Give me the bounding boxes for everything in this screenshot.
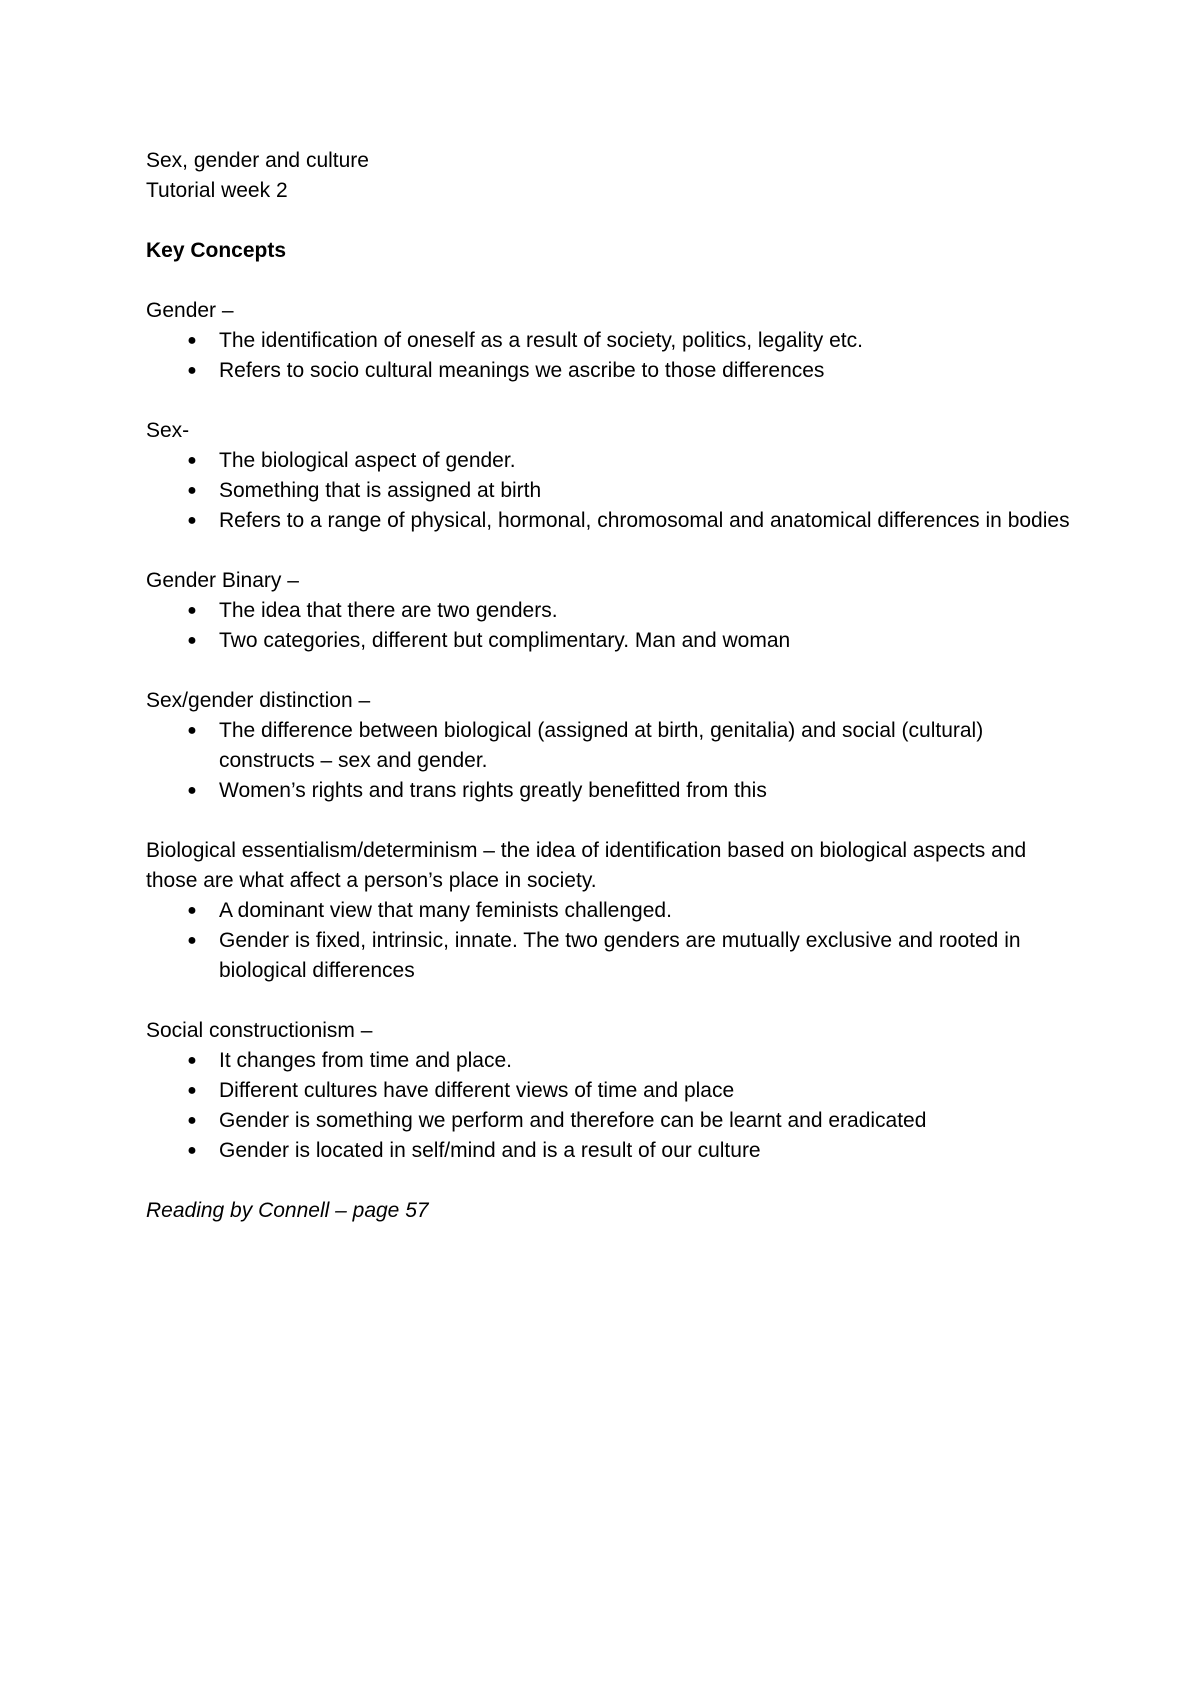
concept-sex (146, 416, 1076, 536)
concept-heading: Biological essentialism/determinism – the idea of identification based on biological aspects and those are what affect a person’s place in society. (146, 839, 1027, 892)
list-item: ● Two categories, different but complimentary. Man and woman (146, 626, 1076, 656)
spacer (146, 386, 1076, 416)
spacer (146, 986, 1076, 1016)
list-item: ● Something that is assigned at birth (146, 476, 1076, 506)
bullet-icon: ● (187, 632, 197, 649)
list-item: ● It changes from time and place. (146, 1046, 1076, 1076)
spacer (146, 1166, 1076, 1196)
spacer (146, 806, 1076, 836)
document-title: Sex, gender and culture (146, 149, 369, 172)
list-item: ● Refers to socio cultural meanings we ascribe to those differences (146, 356, 1076, 386)
list-item: ● Women’s rights and trans rights greatly benefitted from this (146, 776, 1076, 806)
bullet-icon: ● (187, 362, 197, 379)
concept-sex-gender-distinction (146, 686, 1076, 806)
concept-heading: Social constructionism – (146, 1019, 373, 1042)
bullet-icon: ● (187, 602, 197, 619)
spacer (146, 656, 1076, 686)
bullet-list (146, 446, 1076, 536)
bullet-icon: ● (187, 482, 197, 499)
spacer (146, 536, 1076, 566)
bullet-icon: ● (187, 452, 197, 469)
list-item: ● The identification of oneself as a result of society, politics, legality etc. (146, 326, 1076, 356)
bullet-icon: ● (187, 782, 197, 799)
concept-heading: Sex/gender distinction – (146, 689, 371, 712)
list-item: ● Gender is fixed, intrinsic, innate. The two genders are mutually exclusive and rooted in biological differences (146, 926, 1076, 986)
bullet-icon: ● (187, 932, 197, 949)
list-item: ● Gender is something we perform and therefore can be learnt and eradicated (146, 1106, 1076, 1136)
concept-heading: Gender Binary – (146, 569, 299, 592)
bullet-icon: ● (187, 512, 197, 529)
concept-heading: Sex- (146, 419, 190, 442)
concept-gender-binary (146, 566, 1076, 656)
bullet-list (146, 596, 1076, 656)
list-item: ● The biological aspect of gender. (146, 446, 1076, 476)
bullet-list (146, 716, 1076, 806)
list-item: ● Different cultures have different views of time and place (146, 1076, 1076, 1106)
bullet-icon: ● (187, 1082, 197, 1099)
concept-biological-essentialism (146, 836, 1076, 986)
bullet-icon: ● (187, 332, 197, 349)
list-item: ● The idea that there are two genders. (146, 596, 1076, 626)
bullet-list (146, 1046, 1076, 1166)
bullet-icon: ● (187, 722, 197, 739)
list-item: ● The difference between biological (assigned at birth, genitalia) and social (cultural) constructs – sex and gender. (146, 716, 1076, 776)
list-item: ● A dominant view that many feminists challenged. (146, 896, 1076, 926)
spacer (146, 206, 1076, 236)
bullet-icon: ● (187, 1142, 197, 1159)
list-item: ● Refers to a range of physical, hormonal, chromosomal and anatomical differences in bodies (146, 506, 1076, 536)
section-heading: Key Concepts (146, 239, 287, 262)
bullet-list (146, 896, 1076, 986)
concept-social-constructionism (146, 1016, 1076, 1166)
bullet-icon: ● (187, 1052, 197, 1069)
document-page (146, 146, 1076, 1226)
reading-note: Reading by Connell – page 57 (146, 1199, 429, 1222)
bullet-icon: ● (187, 902, 197, 919)
spacer (146, 266, 1076, 296)
bullet-icon: ● (187, 1112, 197, 1129)
concept-heading: Gender – (146, 299, 234, 322)
concept-gender (146, 296, 1076, 386)
list-item: ● Gender is located in self/mind and is a result of our culture (146, 1136, 1076, 1166)
document-subtitle: Tutorial week 2 (146, 179, 288, 202)
bullet-list (146, 326, 1076, 386)
